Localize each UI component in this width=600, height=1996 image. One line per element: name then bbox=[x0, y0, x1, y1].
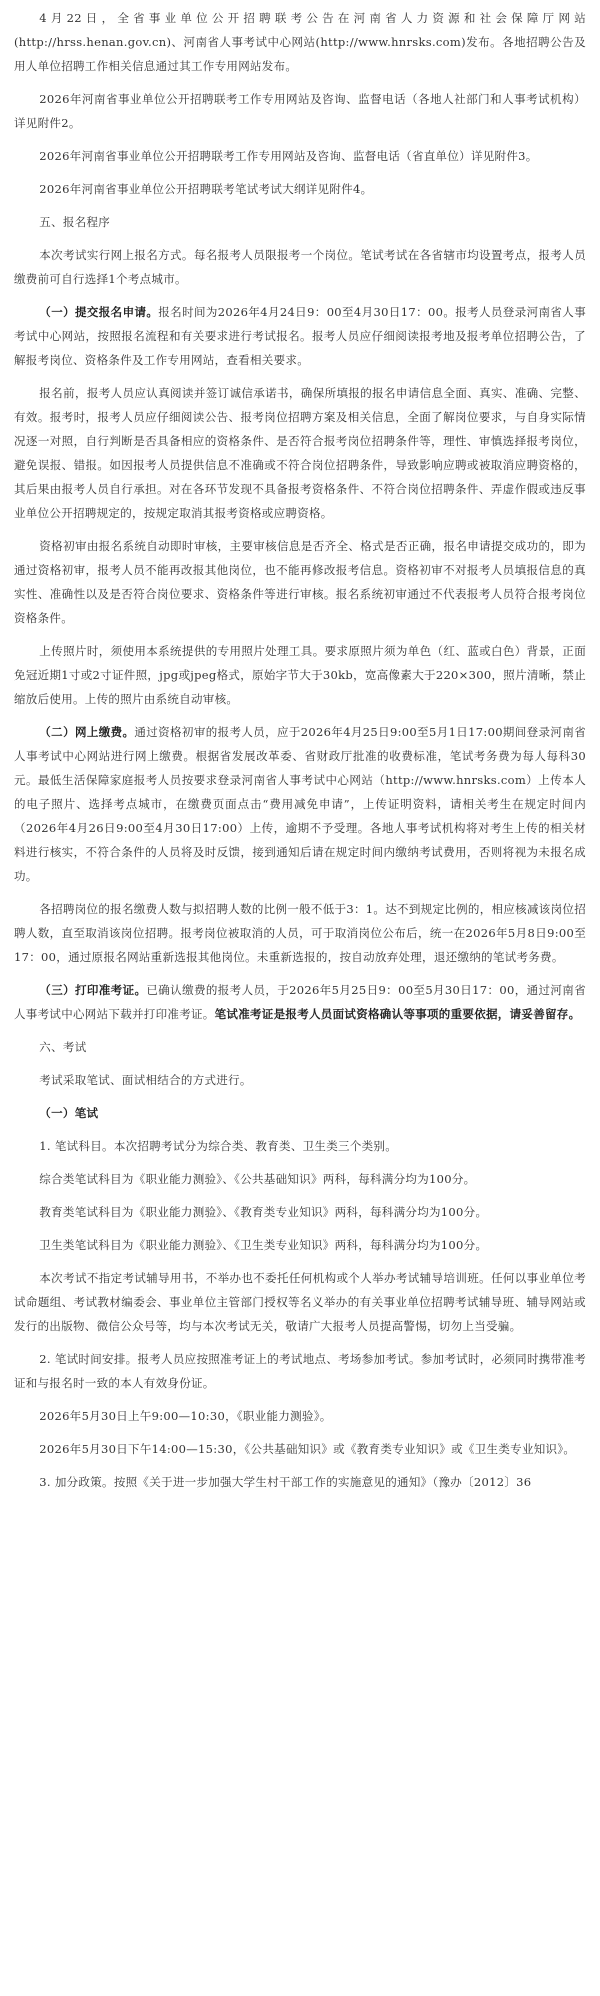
paragraph-attachment-2: 2026年河南省事业单位公开招聘联考工作专用网站及咨询、监督电话（各地人社部门和人事考试机构）详见附件2。 bbox=[14, 92, 586, 130]
paragraph-admission-ticket bbox=[14, 978, 586, 1026]
paragraph-photo-upload: 上传照片时，须使用本系统提供的专用照片处理工具。要求原照片须为单色（红、蓝或白色）背景，正面免冠近期1寸或2寸证件照，jpg或jpeg格式，原始字节大于30kb，宽高像素大于220×300，照片清晰，禁止缩放后使用。上传的照片由系统自动审核。 bbox=[14, 644, 586, 706]
paragraph-no-tutoring: 本次考试不指定考试辅导用书，不举办也不委托任何机构或个人举办考试辅导培训班。任何以事业单位考试命题组、考试教材编委会、事业单位主管部门授权等名义举办的有关事业单位招聘考试辅导班、辅导网站或发行的出版物、微信公众号等，均与本次考试无关，敬请广大报考人员提高警惕，切勿上当受骗。 bbox=[14, 1271, 586, 1333]
paragraph-announcement: 4月22日，全省事业单位公开招聘联考公告在河南省人力资源和社会保障厅网站(http://hrss.henan.gov.cn)、河南省人事考试中心网站(http://www.hnrsks.com)发布。各地招聘公告及用人单位招聘工作相关信息通过其工作专用网站发布。 bbox=[14, 11, 586, 73]
paragraph-exam-method: 考试采取笔试、面试相结合的方式进行。 bbox=[39, 1073, 252, 1087]
subheading-admission-ticket: （三）打印准考证。 bbox=[39, 983, 147, 997]
paragraph-online-payment bbox=[14, 720, 586, 888]
subheading-submit-application: （一）提交报名申请。 bbox=[39, 305, 159, 319]
paragraph-initial-review: 资格初审由报名系统自动即时审核，主要审核信息是否齐全、格式是否正确，报名申请提交成功的，即为通过资格初审，报考人员不能再改报其他岗位，也不能再修改报考信息。资格初审不对报考人员填报信息的真实性、准确性以及是否符合岗位要求、资格条件等进行审核。报名系统初审通过不代表报考人员符合报考岗位资格条件。 bbox=[14, 539, 586, 625]
paragraph-attachment-3: 2026年河南省事业单位公开招聘联考工作专用网站及咨询、监督电话（省直单位）详见附件3。 bbox=[39, 149, 538, 163]
paragraph-registration-method: 本次考试实行网上报名方式。每名报考人员限报考一个岗位。笔试考试在各省辖市均设置考点，报考人员缴费前可自行选择1个考点城市。 bbox=[14, 248, 586, 286]
subheading-written-exam: （一）笔试 bbox=[39, 1106, 99, 1120]
paragraph-integrity: 报名前，报考人员应认真阅读并签订诚信承诺书，确保所填报的报名申请信息全面、真实、准确、完整、有效。报考时，报考人员应仔细阅读公告、报考岗位招聘方案及相关信息，全面了解岗位要求，与自身实际情况逐一对照，自行判断是否具备相应的资格条件、是否符合报考岗位招聘条件等，理性、审慎选择报考岗位，避免误报、错报。如因报考人员提供信息不准确或不符合岗位招聘条件，导致影响应聘或被取消应聘资格的，其后果由报考人员自行承担。对在各环节发现不具备报考资格条件、不符合岗位招聘条件、弄虚作假或违反事业单位公开招聘规定的，按规定取消其报考资格或应聘资格。 bbox=[14, 386, 586, 520]
section-heading-registration: 五、报名程序 bbox=[39, 215, 111, 229]
paragraph-exam-schedule: 2. 笔试时间安排。报考人员应按照准考证上的考试地点、考场参加考试。参加考试时，必须同时携带准考证和与报名时一致的本人有效身份证。 bbox=[14, 1352, 586, 1390]
paragraph-health-category: 卫生类笔试科目为《职业能力测验》、《卫生类专业知识》两科，每科满分均为100分。 bbox=[39, 1238, 488, 1252]
paragraph-bonus-policy: 3. 加分政策。按照《关于进一步加强大学生村干部工作的实施意见的通知》（豫办〔2012〕36 bbox=[39, 1475, 532, 1489]
important-notice: 笔试准考证是报考人员面试资格确认等事项的重要依据，请妥善留存。 bbox=[214, 1007, 581, 1021]
paragraph-afternoon-session: 2026年5月30日下午14:00—15:30，《公共基础知识》或《教育类专业知识》或《卫生类专业知识》。 bbox=[39, 1442, 576, 1456]
paragraph-general-category: 综合类笔试科目为《职业能力测验》、《公共基础知识》两科，每科满分均为100分。 bbox=[39, 1172, 476, 1186]
paragraph-exam-subjects: 1. 笔试科目。本次招聘考试分为综合类、教育类、卫生类三个类别。 bbox=[39, 1139, 398, 1153]
subheading-online-payment: （二）网上缴费。 bbox=[39, 725, 135, 739]
paragraph-written-exam bbox=[14, 1101, 586, 1125]
paragraph-text: 已确认缴费的报考人员，于2026年5月25日9：00至5月30日17：00，通过河南省人事考试中心网站下载并打印准考证。 bbox=[14, 983, 587, 1021]
paragraph-attachment-4: 2026年河南省事业单位公开招聘联考笔试考试大纲详见附件4。 bbox=[39, 182, 373, 196]
paragraph-education-category: 教育类笔试科目为《职业能力测验》、《教育类专业知识》两科，每科满分均为100分。 bbox=[39, 1205, 488, 1219]
paragraph-text: 通过资格初审的报考人员，应于2026年4月25日9:00至5月1日17:00期间登录河南省人事考试中心网站进行网上缴费。根据省发展改革委、省财政厅批准的收费标准，笔试考务费为每人每科30元。最低生活保障家庭报考人员按要求登录河南省人事考试中心网站（http://www.hnrsks.com）上传本人的电子照片、选择考点城市，在缴费页面点击“费用减免申请”，上传证明资料，请相关考生在规定时间内（2026年4月26日9:00至4月30日17:00）上传，逾期不予受理。各地人事考试机构将对考生上传的相关材料进行核实，不符合条件的人员将及时反馈，接到通知后请在规定时间内缴纳考试费用，否则将视为未报名成功。 bbox=[14, 725, 587, 883]
paragraph-text: 报名时间为2026年4月24日9：00至4月30日17：00。报考人员登录河南省人事考试中心网站，按照报名流程和有关要求进行考试报名。报考人员应仔细阅读报考地及报考单位招聘公告，了解报考岗位、资格条件及工作专用网站，查看相关要求。 bbox=[14, 305, 586, 367]
paragraph-morning-session: 2026年5月30日上午9:00—10:30，《职业能力测验》。 bbox=[39, 1409, 332, 1423]
paragraph-ratio: 各招聘岗位的报名缴费人数与拟招聘人数的比例一般不低于3：1。达不到规定比例的，相应核减该岗位招聘人数，直至取消该岗位招聘。报考岗位被取消的人员，可于取消岗位公布后，统一在2026年5月8日9:00至17：00，通过原报名网站重新选报其他岗位。未重新选报的，按自动放弃处理，退还缴纳的笔试考务费。 bbox=[14, 902, 586, 964]
paragraph-submit-application bbox=[14, 300, 586, 372]
section-heading-exam: 六、考试 bbox=[39, 1040, 87, 1054]
